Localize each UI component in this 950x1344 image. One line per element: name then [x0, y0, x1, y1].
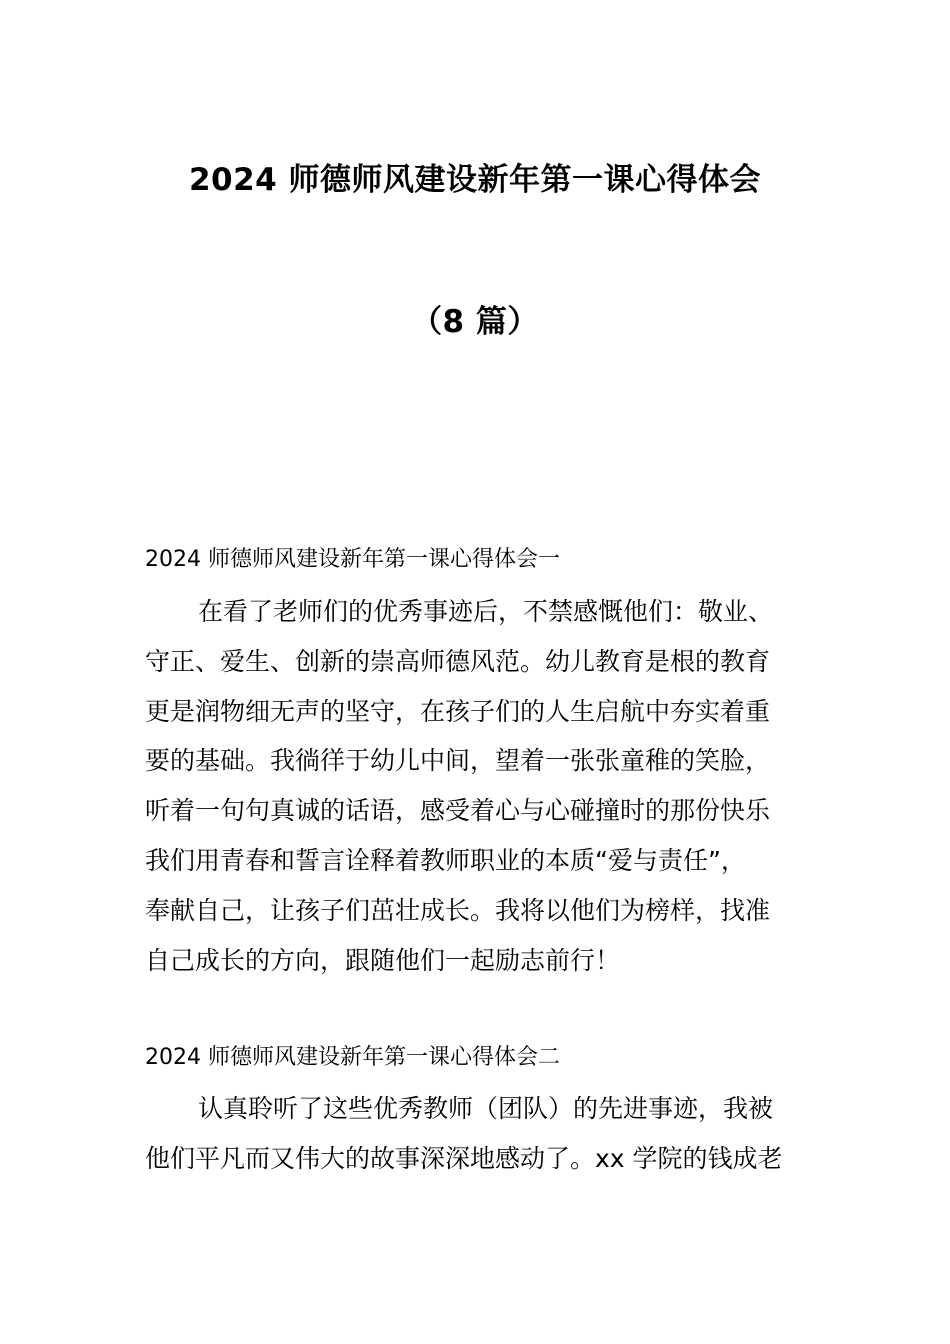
- section-body-2: [145, 1084, 810, 1184]
- document-subtitle: （8 篇）: [411, 304, 539, 340]
- section-heading-1: 2024 师德师风建设新年第一课心得体会一: [145, 547, 560, 572]
- paragraph-line: 要的基础。我徜徉于幼儿中间，望着一张张童稚的笑脸，: [145, 746, 771, 776]
- paragraph-line: 奉献自己，让孩子们茁壮成长。我将以他们为榜样，找准: [145, 895, 771, 925]
- section-body-1: [145, 587, 810, 985]
- paragraph-line: 他们平凡而又伟大的故事深深地感动了。xx 学院的钱成老: [145, 1143, 783, 1173]
- document-title: 2024 师德师风建设新年第一课心得体会: [188, 162, 762, 198]
- paragraph-line: 听着一句句真诚的话语，感受着心与心碰撞时的那份快乐: [145, 796, 771, 826]
- paragraph-line: 我们用青春和誓言诠释着教师职业的本质“爱与责任”，: [145, 845, 746, 875]
- paragraph-line: 在看了老师们的优秀事迹后，不禁感慨他们：敬业、: [198, 597, 774, 626]
- paragraph-line: 守正、爱生、创新的崇高师德风范。幼儿教育是根的教育: [145, 646, 771, 676]
- section-heading-2: 2024 师德师风建设新年第一课心得体会二: [145, 1045, 560, 1070]
- paragraph-line: 更是润物细无声的坚守，在孩子们的人生启航中夯实着重: [145, 696, 771, 726]
- paragraph-line: 自己成长的方向，跟随他们一起励志前行！: [145, 945, 621, 975]
- paragraph-line: 认真聆听了这些优秀教师（团队）的先进事迹，我被: [198, 1094, 774, 1123]
